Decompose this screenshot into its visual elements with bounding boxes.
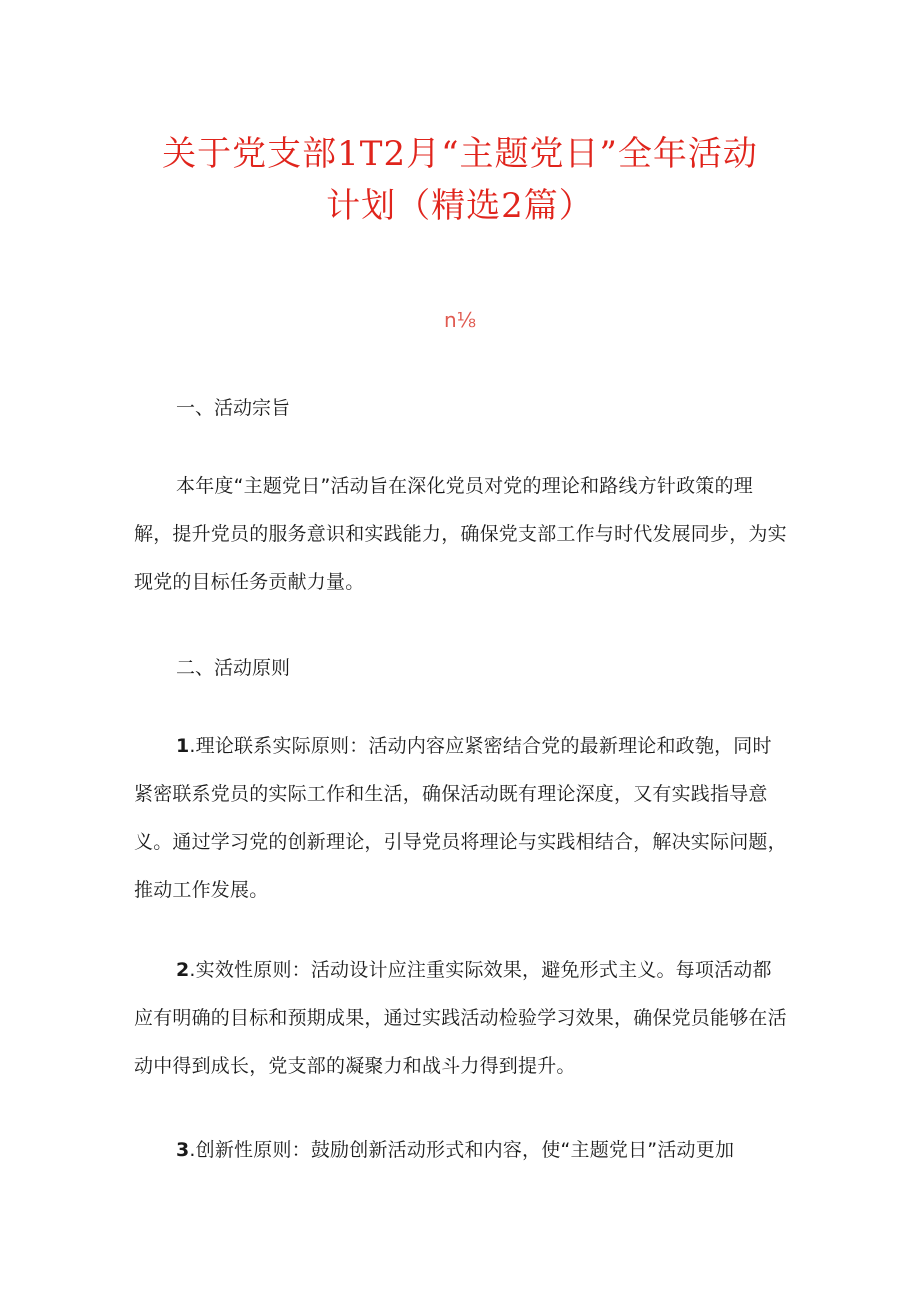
principle-text: .创新性原则：鼓励创新活动形式和内容，使“主题党日”活动更加 <box>189 1139 735 1161</box>
paragraph-purpose: 本年度“主题党日”活动旨在深化党员对党的理论和路线方针政策的理解，提升党员的服务意识和实践能力，确保党支部工作与时代发展同步，为实现党的目标任务贡献力量。 <box>134 475 787 593</box>
principle-text: .理论联系实际原则：活动内容应紧密结合党的最新理论和政匏，同时紧密联系党员的实际工作和生活，确保活动既有理论深度，又有实践指导意义。通过学习党的创新理论，引导党员将理论与实践相结合，解决实际问题，推动工作发展。 <box>134 735 787 901</box>
title-line-1: 关于党支部1T2月“主题党日”全年活动 <box>162 134 758 174</box>
title-line-2: 计划（精选2篇） <box>326 186 594 226</box>
principle-item-3 <box>134 1126 789 1174</box>
principle-number: 2 <box>176 959 190 981</box>
principle-item-2 <box>134 946 789 1090</box>
document-title <box>130 128 790 232</box>
principle-text: .实效性原则：活动设计应注重实际效果，避免形式主义。每项活动都应有明确的目标和预期成果，通过实践活动检验学习效果，确保党员能够在活动中得到成长，党支部的凝聚力和战斗力得到提升。 <box>134 959 787 1077</box>
section-heading-principles: 二、活动原则 <box>176 657 291 679</box>
section-heading-purpose: 一、活动宗旨 <box>176 397 291 419</box>
principle-number: 1 <box>176 735 190 757</box>
principle-number: 3 <box>176 1139 190 1161</box>
principle-item-1 <box>134 722 789 914</box>
subtitle-mark: n⅛ <box>443 308 477 332</box>
